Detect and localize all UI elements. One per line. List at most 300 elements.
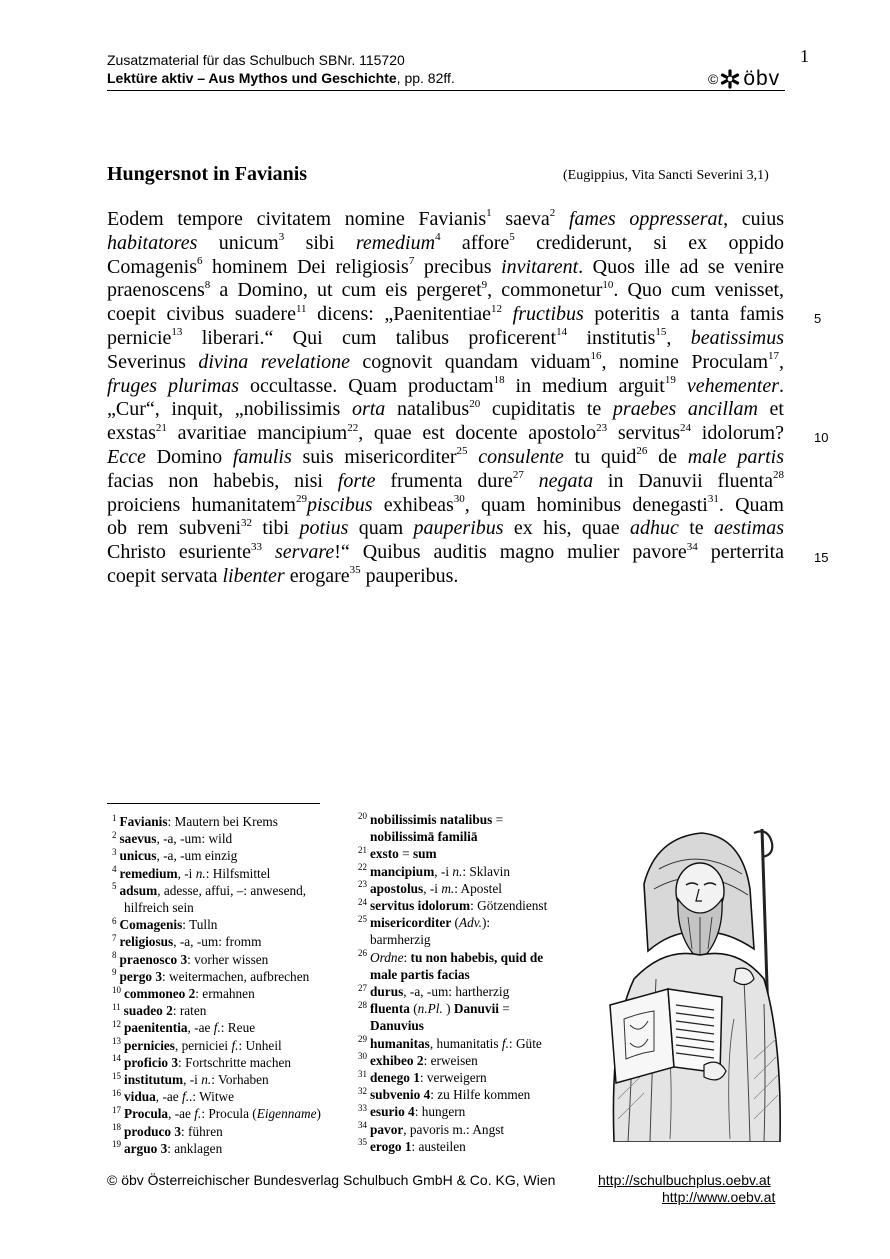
footnote-marker: 17 [768,350,779,363]
text-run: : [403,949,411,965]
text-run: = [492,812,504,827]
latin-text [107,208,784,589]
text-run: Severinus [107,350,199,373]
text-run [468,446,479,468]
page-title: Hungersnot in Favianis [107,163,308,185]
text-line [107,470,784,494]
text-line [107,446,784,470]
footnote-marker: 18 [493,373,505,386]
lemma: produco 3 [124,1123,182,1139]
footnote-marker: 5 [509,231,515,244]
text-run: , [779,350,784,373]
text-run: in Danuvii fluenta [593,469,773,492]
footnote-entry [112,847,321,864]
italic-phrase: vehementer [686,374,779,397]
text-run: : ermahnen [195,986,255,1002]
lemma: pavor [370,1121,404,1137]
footnote-marker: 31 [358,1068,367,1079]
lemma: subvenio 4 [370,1087,431,1103]
italic-phrase: Eigenname [256,1106,317,1122]
footnote-entry [358,1103,547,1120]
footnote-entry [112,1071,321,1088]
text-line [107,232,784,256]
lemma: Procula [124,1106,169,1122]
footnote-entry [112,1019,321,1036]
footnote-marker: 3 [112,846,117,857]
lemma: paenitentia [124,1020,188,1036]
footnote-marker: 29 [358,1034,367,1045]
text-run: : Sklavin [462,863,511,879]
italic-phrase: fructibus [512,303,584,326]
text-run: institutis [567,326,656,349]
lemma: remedium [119,865,178,881]
line-number-5: 5 [814,311,822,326]
lemma: Comagenis [119,917,183,933]
lemma: humanitas [370,1035,430,1051]
text-run: ( [451,915,459,931]
italic-phrase: f. [213,1020,221,1036]
footnote-entry [112,1140,321,1157]
text-run: ) [316,1106,321,1122]
text-run: servitus [607,422,681,445]
logo-copyright: © [708,71,719,87]
text-run: : zu Hilfe kommen [430,1087,531,1103]
text-run: pernicie [107,326,172,349]
footnote-marker: 21 [155,421,167,434]
footnote-entry [358,931,547,948]
footnote-marker: 33 [358,1103,367,1114]
text-run: = [398,846,413,862]
footnote-marker: 27 [358,982,367,993]
text-run: facias non habebis, nisi [107,469,338,492]
continuation: male partis facias [370,966,470,982]
text-run: : Tulln [182,917,218,933]
footnote-marker: 13 [171,326,183,339]
text-run: liberari.“ Qui cum talibus proficerent [182,326,557,349]
footnotes-left-column [112,813,321,1157]
footnote-marker: 9 [481,278,488,291]
text-run: a Domino, ut cum eis pergeret [210,279,482,302]
footnote-entry [358,1138,547,1155]
lemma: praenosco 3 [119,951,188,967]
footnote-marker: 33 [251,540,263,553]
lemma: denego 1 [370,1070,420,1086]
text-run: in medium arguit [504,374,665,397]
lemma: adsum [119,882,158,898]
footnote-marker: 16 [590,350,602,363]
text-run: crediderunt, si ex oppido [514,231,784,254]
text-line [107,494,784,518]
italic-phrase: n. [195,865,206,881]
header-line-2 [107,70,455,86]
line-number-15: 15 [814,550,829,565]
text-run: : Mautern bei Krems [167,814,278,829]
text-run: : Vorhaben [211,1072,269,1088]
text-run: Comagenis [107,255,197,278]
text-line [107,541,784,565]
italic-phrase: negata [538,469,594,492]
text-run: sibi [284,231,356,254]
footnote-entry [358,1017,547,1034]
text-run: , adesse, affui, –: anwesend, [157,882,307,898]
italic-phrase: male partis [687,445,785,468]
footnote-marker: 28 [358,999,367,1010]
text-run: ( [409,1001,418,1017]
text-run: : Fortschritte machen [178,1054,292,1070]
text-run: Christo esuriente [107,541,252,564]
footnote-marker: 7 [112,933,117,943]
lemma: tu non habebis, quid de [410,949,544,965]
text-run: pauperibus. [360,564,459,587]
lemma: suadeo 2 [123,1003,173,1019]
lemma: nobilissimis natalibus [370,812,493,827]
footnote-marker: 3 [278,231,285,244]
text-line [107,303,784,327]
lemma: unicus [119,848,157,864]
text-run: ob rem subveni [107,517,242,540]
italic-phrase: f. [182,1089,190,1105]
italic-phrase: n. [452,863,463,879]
text-run: perterrita [697,541,785,564]
italic-phrase: n. [201,1072,212,1088]
text-run: exhibeas [372,493,454,516]
page-number: 1 [800,46,809,66]
lemma: apostolus [370,880,424,896]
italic-phrase: Ecce [107,445,146,468]
text-run: praenoscens [107,279,205,302]
footnote-entry [358,1052,547,1069]
italic-phrase: potius [299,517,349,540]
text-run: coepit servata [107,564,223,587]
italic-phrase: beatissimus [690,326,785,349]
publisher-footer: © öbv Österreichischer Bundesverlag Schulbuch GmbH & Co. KG, Wien [107,1172,556,1188]
text-run: , quam hominibus denegasti [464,493,708,516]
text-run: occultasse. Quam productam [239,374,494,397]
text-line [107,565,784,589]
text-run: affore [440,231,510,254]
italic-phrase: famulis [232,445,292,468]
text-line [107,256,784,280]
text-run: . [779,374,784,397]
footnote-entry [112,1002,321,1019]
footnote-entry [112,830,321,847]
italic-phrase: f. [194,1106,202,1122]
header-line-1: Zusatzmaterial für das Schulbuch SBNr. 115720 [107,52,405,68]
text-run: te [678,517,715,540]
footnote-entry [358,914,547,931]
lemma: religiosus [119,934,174,950]
footnote-entry [112,933,321,950]
text-run: , nomine Proculam [601,350,768,373]
footnote-marker: 8 [204,278,211,291]
text-run: : vorher wissen [187,951,269,967]
footnote-marker: 29 [295,492,307,505]
text-run: de [647,445,688,468]
footnote-marker: 1 [486,207,492,220]
footnote-entry [112,1105,321,1122]
footnote-entry [112,1037,321,1054]
footnote-marker: 35 [358,1137,367,1148]
footnote-entry [358,863,547,880]
text-run: et [757,398,784,421]
lemma: sum [412,846,437,862]
text-run: : Güte [508,1035,542,1051]
footnote-entry [358,880,547,897]
text-run: : anklagen [167,1140,223,1156]
text-run: unicum [197,231,279,254]
text-run: , -i [177,865,196,881]
text-run: : Reue [220,1020,256,1036]
text-run: : austeilen [411,1138,466,1154]
footnote-marker: 25 [358,913,367,924]
italic-phrase: forte [337,469,376,492]
text-line [107,351,784,375]
footnote-marker: 34 [686,540,698,553]
text-run: . Quam [718,493,784,516]
italic-phrase: pauperibus [413,517,504,540]
footnote-marker: 22 [358,862,367,873]
footnote-entry [112,916,321,933]
text-line [107,279,784,303]
text-run: Domino [145,445,233,468]
text-run: frumenta dure [375,469,513,492]
text-line [107,208,784,232]
lemma: Favianis [119,814,168,829]
footnote-marker: 5 [112,881,117,892]
text-line [107,398,784,422]
footnote-entry [112,1088,321,1105]
text-run: : Götzendienst [470,898,548,914]
schulbuchplus-link[interactable]: http://schulbuchplus.oebv.at [598,1172,771,1188]
lemma: pergo 3 [119,968,162,984]
footnote-marker: 20 [469,397,481,410]
continuation: nobilissimā familiā [370,829,478,845]
lemma: durus [370,984,404,1000]
text-run [555,208,569,230]
text-run: , pavoris m.: Angst [403,1121,505,1137]
footnote-marker: 26 [358,948,367,959]
text-run: , perniciei [174,1037,232,1053]
text-run: hominem Dei religiosis [202,255,409,278]
footnote-marker: 2 [549,207,556,220]
text-line [107,517,784,541]
text-run: = [498,1001,510,1017]
italic-phrase: f. [501,1035,509,1051]
logo-text: öbv [743,67,781,90]
lemma: vidua [124,1089,156,1105]
footnote-marker: 14 [556,326,568,339]
text-run: : weitermachen, aufbrechen [161,968,310,984]
text-run: , -ae [187,1020,214,1036]
footnote-marker: 10 [112,984,121,995]
text-run: „Cur“, inquit, „nobilissimis [107,398,352,421]
text-run: : Apostel [454,880,502,896]
footnote-entry [358,983,547,1000]
text-run: ex his, quae [503,517,630,540]
lemma: servitus idolorum [370,898,471,914]
text-run: : Hilfsmittel [205,865,271,881]
footnote-entry [358,845,547,862]
text-run [262,541,275,563]
lemma: erogo 1 [370,1138,412,1154]
footnote-marker: 22 [347,421,359,434]
footnote-entry [358,811,547,828]
italic-phrase: m. [441,880,455,896]
text-run: erogare [284,564,350,587]
italic-phrase: libenter [222,564,285,587]
text-run: , -ae [168,1106,195,1122]
footnote-entry [358,1121,547,1138]
footnote-entry [112,1054,321,1071]
text-run: precibus [414,255,502,278]
footnote-marker: 30 [453,492,465,505]
footnote-marker: 17 [112,1105,121,1116]
footnote-marker: 6 [197,254,203,267]
text-run: . Quo cum venisset, [613,279,785,302]
text-run: tibi [252,517,300,540]
italic-phrase: Ordne [370,949,404,965]
footnote-marker: 19 [112,1139,121,1150]
text-run: suis misericorditer [291,445,457,468]
footnote-marker: 14 [112,1053,121,1064]
lemma: saevus [119,831,157,847]
text-run: , quae est docente apostolo [358,422,597,445]
footnote-marker: 20 [358,810,367,821]
footnotes-middle-column [358,811,547,1155]
footnote-marker: 24 [680,421,692,434]
text-run: : raten [172,1003,207,1019]
continuation: Danuvius [370,1018,424,1034]
italic-phrase: Adv. [458,915,482,931]
lemma: exsto [370,846,399,862]
footnote-divider [107,803,320,804]
text-run: , -ae [155,1089,183,1105]
text-run: , -i [183,1072,202,1088]
text-run: saeva [491,208,550,230]
footnote-marker: 23 [596,421,608,434]
footnote-marker: 23 [358,879,367,890]
text-run: , -a, -um: hartherzig [403,984,510,1000]
text-run: , cuius [723,208,784,230]
text-run: quam [348,517,414,540]
text-run: proiciens humanitatem [107,493,296,516]
page-reference: , pp. 82ff. [396,70,455,86]
text-run: : erweisen [423,1052,478,1068]
oebv-link[interactable]: http://www.oebv.at [662,1189,776,1205]
footnote-marker: 21 [358,844,367,855]
footnote-entry [358,1069,547,1086]
footnote-marker: 19 [664,373,676,386]
footnote-marker: 15 [655,326,667,339]
text-line [107,375,784,399]
text-run: ): [482,915,491,931]
footnote-entry [112,985,321,1002]
text-run: : Procula ( [201,1106,257,1122]
italic-phrase: remedium [355,231,436,254]
text-line [107,327,784,351]
footnote-marker: 18 [112,1122,121,1133]
text-run [676,375,687,397]
footnote-marker: 16 [112,1087,121,1098]
text-run: . Quos ille ad se venire [578,255,784,278]
italic-phrase: f. [231,1037,239,1053]
text-run: idolorum? [691,422,784,445]
footnote-entry [358,966,547,983]
lemma: pernicies [124,1037,175,1053]
footnote-marker: 25 [456,445,468,458]
text-run: : Unheil [238,1037,282,1053]
text-run: !“ Quibus auditis magno mulier pavore [334,541,687,564]
footnote-marker: 32 [358,1085,367,1096]
saint-severinus-woodcut [604,829,790,1142]
text-run: : führen [181,1123,223,1139]
text-run: coepit civibus suadere [107,303,296,326]
source-citation: (Eugippius, Vita Sancti Severini 3,1) [563,168,769,183]
obv-logo [708,68,780,90]
footnote-marker: 24 [358,896,367,907]
footnote-marker: 4 [435,231,441,244]
footnote-entry [358,1086,547,1103]
lemma: arguo 3 [124,1140,168,1156]
footnote-marker: 15 [112,1070,121,1081]
footnote-marker: 6 [112,915,117,926]
footnote-entry [358,1035,547,1052]
footnote-marker: 35 [349,564,361,577]
footnote-entry [358,949,547,966]
italic-phrase: orta [351,398,386,421]
footnote-marker: 11 [295,302,307,315]
text-run: , -a, -um: fromm [173,934,262,950]
lemma: exhibeo 2 [370,1052,424,1068]
text-run: : hungern [414,1104,466,1120]
footnote-marker: 2 [112,829,117,840]
footnote-marker: 13 [112,1036,121,1047]
text-run: tu quid [563,445,637,468]
header-divider [107,90,785,91]
lemma: esurio 4 [370,1104,415,1120]
text-line [107,422,784,446]
footnote-entry [112,951,321,968]
lemma: misericorditer [370,915,452,931]
text-run: cognovit quandam viduam [349,350,591,373]
text-run: natalibus [385,398,470,421]
footnote-marker: 8 [112,950,117,961]
text-run [502,303,513,325]
star-figure-icon [720,69,740,89]
text-run: dicens: „Paenitentiae [306,303,492,326]
italic-phrase: habitatores [107,231,198,254]
footnote-marker: 12 [112,1019,121,1030]
text-run: poteritis a tanta famis [583,303,784,326]
lemma: mancipium [370,863,435,879]
text-run: , commonetur [487,279,603,302]
text-run [524,470,539,492]
italic-phrase: piscibus [306,493,373,516]
text-run: .: Witwe [189,1089,235,1105]
continuation: barmherzig [370,932,431,948]
footnote-entry [112,968,321,985]
text-run: cupiditatis te [480,398,613,421]
footnote-entry [112,882,321,899]
footnote-entry [112,1123,321,1140]
lemma: institutum [124,1072,184,1088]
text-run: , -a, -um: wild [156,831,233,847]
footnote-marker: 26 [636,445,648,458]
line-number-10: 10 [814,430,829,445]
book-title: Lektüre aktiv – Aus Mythos und Geschichte [107,70,397,86]
text-run: Eodem tempore civitatem nomine Favianis [107,208,487,230]
italic-phrase: divina revelatione [198,350,350,373]
